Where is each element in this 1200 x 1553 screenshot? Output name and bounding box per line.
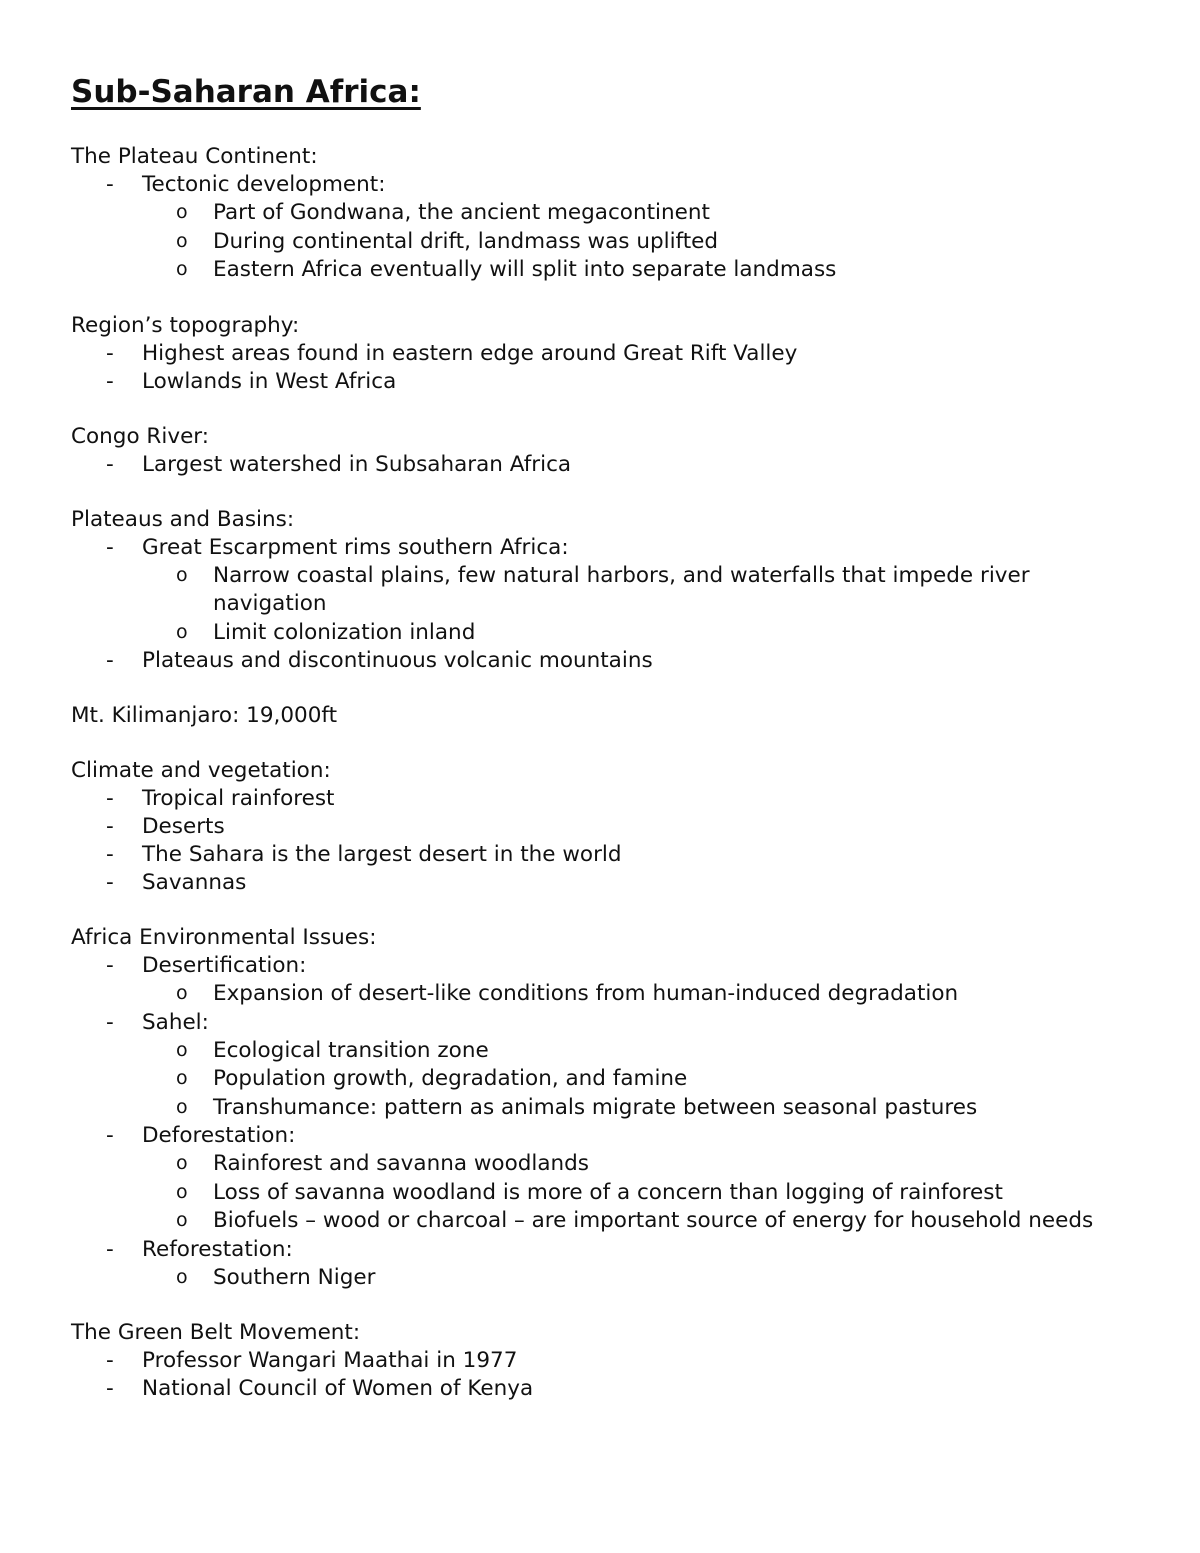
bullet-list <box>71 952 1131 1292</box>
sub-list-item <box>142 1207 1131 1236</box>
section-region-s-topography <box>71 312 1131 396</box>
dash-bullet-icon: - <box>106 648 114 673</box>
list-item <box>71 785 1131 813</box>
circle-bullet-icon: o <box>176 563 188 586</box>
sub-list-item <box>142 1179 1131 1208</box>
section-heading: Plateaus and Basins: <box>71 506 295 532</box>
section-heading: Congo River: <box>71 423 209 449</box>
sub-list-item-text: Ecological transition zone <box>213 1037 489 1063</box>
sub-list-item <box>142 1037 1131 1066</box>
bullet-list <box>71 785 1131 897</box>
bullet-list <box>71 340 1131 396</box>
sub-list-item-text: Southern Niger <box>213 1264 376 1290</box>
list-item-text: Largest watershed in Subsaharan Africa <box>142 451 572 477</box>
section-congo-river <box>71 423 1131 479</box>
list-item <box>71 647 1131 675</box>
circle-bullet-icon: o <box>176 1209 188 1231</box>
sub-list-item <box>142 199 1131 228</box>
list-item-text: Savannas <box>142 870 247 895</box>
document-title: Sub-Saharan Africa: <box>71 74 421 110</box>
list-item <box>71 534 1131 648</box>
circle-bullet-icon: o <box>176 201 188 223</box>
sub-list-item-text: Population growth, degradation, and famine <box>213 1066 688 1091</box>
list-item <box>71 368 1131 396</box>
sub-list-item <box>142 1094 1131 1123</box>
sub-list-item-text: Transhumance: pattern as animals migrate between seasonal pastures <box>213 1094 978 1120</box>
list-item <box>71 813 1131 841</box>
list-item <box>71 340 1131 368</box>
sub-bullet-list <box>142 1264 1131 1293</box>
sub-list-item-text: Loss of savanna woodland is more of a concern than logging of rainforest <box>213 1179 1003 1205</box>
standalone-note: Mt. Kilimanjaro: 19,000ft <box>71 703 338 728</box>
bullet-list <box>71 534 1131 676</box>
circle-bullet-icon: o <box>176 229 188 252</box>
circle-bullet-icon: o <box>176 1180 188 1203</box>
dash-bullet-icon: - <box>106 842 114 867</box>
dash-bullet-icon: - <box>106 953 114 978</box>
sub-bullet-list <box>142 199 1131 285</box>
dash-bullet-icon: - <box>106 1348 114 1373</box>
section-the-green-belt-movement <box>71 1319 1131 1403</box>
list-item-text: Sahel: <box>142 1009 209 1035</box>
sub-list-item <box>142 562 1131 619</box>
circle-bullet-icon: o <box>176 1152 188 1174</box>
list-item-text: The Sahara is the largest desert in the world <box>142 842 622 867</box>
section-heading: Region’s topography: <box>71 312 300 338</box>
bullet-list <box>71 1347 1131 1403</box>
list-item-text: Tropical rainforest <box>142 786 335 811</box>
list-item <box>71 841 1131 869</box>
circle-bullet-icon: o <box>176 982 188 1004</box>
sub-bullet-list <box>142 1037 1131 1123</box>
dash-bullet-icon: - <box>106 814 114 839</box>
list-item-text: Desertification: <box>142 953 307 978</box>
list-item <box>71 1122 1131 1236</box>
sub-list-item <box>142 1065 1131 1094</box>
list-item-text: Deforestation: <box>142 1123 296 1148</box>
list-item-text: Professor Wangari Maathai in 1977 <box>142 1348 518 1373</box>
list-item <box>71 1347 1131 1375</box>
circle-bullet-icon: o <box>176 1095 188 1118</box>
dash-bullet-icon: - <box>106 368 114 394</box>
sub-list-item-text: Expansion of desert-like conditions from human-induced degradation <box>213 981 959 1006</box>
dash-bullet-icon: - <box>106 786 114 811</box>
sub-list-item-text: Eastern Africa eventually will split into separate landmass <box>213 257 837 282</box>
list-item-text: Reforestation: <box>142 1236 293 1262</box>
circle-bullet-icon: o <box>176 1265 188 1288</box>
list-item <box>71 1375 1131 1403</box>
sub-list-item <box>142 256 1131 285</box>
sub-list-item <box>142 619 1131 648</box>
sub-list-item <box>142 1150 1131 1179</box>
section-africa-environmental-issues <box>71 924 1131 1292</box>
list-item-text: Tectonic development: <box>142 172 386 197</box>
list-item <box>71 171 1131 285</box>
document-page <box>71 70 1131 1430</box>
list-item-text: National Council of Women of Kenya <box>142 1376 534 1401</box>
section-heading: Climate and vegetation: <box>71 758 331 783</box>
list-item <box>71 451 1131 479</box>
dash-bullet-icon: - <box>106 1236 114 1262</box>
list-item <box>71 952 1131 1009</box>
section-climate-and-vegetation <box>71 757 1131 897</box>
document-content <box>71 143 1131 1403</box>
dash-bullet-icon: - <box>106 172 114 197</box>
list-item <box>71 1009 1131 1123</box>
circle-bullet-icon: o <box>176 620 188 643</box>
dash-bullet-icon: - <box>106 340 114 366</box>
circle-bullet-icon: o <box>176 258 188 280</box>
list-item-text: Highest areas found in eastern edge around Great Rift Valley <box>142 340 798 366</box>
sub-list-item <box>142 228 1131 257</box>
dash-bullet-icon: - <box>106 1376 114 1401</box>
sub-list-item-text: Limit colonization inland <box>213 619 476 645</box>
section-the-plateau-continent <box>71 143 1131 285</box>
bullet-list <box>71 171 1131 285</box>
list-item <box>71 1236 1131 1293</box>
bullet-list <box>71 451 1131 479</box>
list-item-text: Deserts <box>142 814 225 839</box>
list-item <box>71 869 1131 897</box>
sub-bullet-list <box>142 980 1131 1009</box>
sub-list-item <box>142 1264 1131 1293</box>
sub-bullet-list <box>142 562 1131 648</box>
sub-list-item-text: Part of Gondwana, the ancient megacontinent <box>213 200 710 225</box>
dash-bullet-icon: - <box>106 1123 114 1148</box>
sub-list-item-text: Narrow coastal plains, few natural harbors, and waterfalls that impede river navigation <box>213 562 1030 616</box>
sub-list-item-text: Biofuels – wood or charcoal – are important source of energy for household needs <box>213 1208 1094 1233</box>
dash-bullet-icon: - <box>106 1009 114 1035</box>
dash-bullet-icon: - <box>106 451 114 477</box>
sub-list-item-text: Rainforest and savanna woodlands <box>213 1151 590 1176</box>
section-heading: The Plateau Continent: <box>71 144 318 169</box>
section-heading: Africa Environmental Issues: <box>71 925 377 950</box>
section-heading: The Green Belt Movement: <box>71 1320 361 1345</box>
dash-bullet-icon: - <box>106 870 114 895</box>
list-item-text: Lowlands in West Africa <box>142 368 397 394</box>
list-item-text: Great Escarpment rims southern Africa: <box>142 534 569 560</box>
circle-bullet-icon: o <box>176 1038 188 1061</box>
sub-list-item <box>142 980 1131 1009</box>
sub-bullet-list <box>142 1150 1131 1236</box>
list-item-text: Plateaus and discontinuous volcanic mountains <box>142 648 653 673</box>
circle-bullet-icon: o <box>176 1067 188 1089</box>
dash-bullet-icon: - <box>106 534 114 560</box>
sub-list-item-text: During continental drift, landmass was uplifted <box>213 228 719 254</box>
section-plateaus-and-basins <box>71 506 1131 676</box>
